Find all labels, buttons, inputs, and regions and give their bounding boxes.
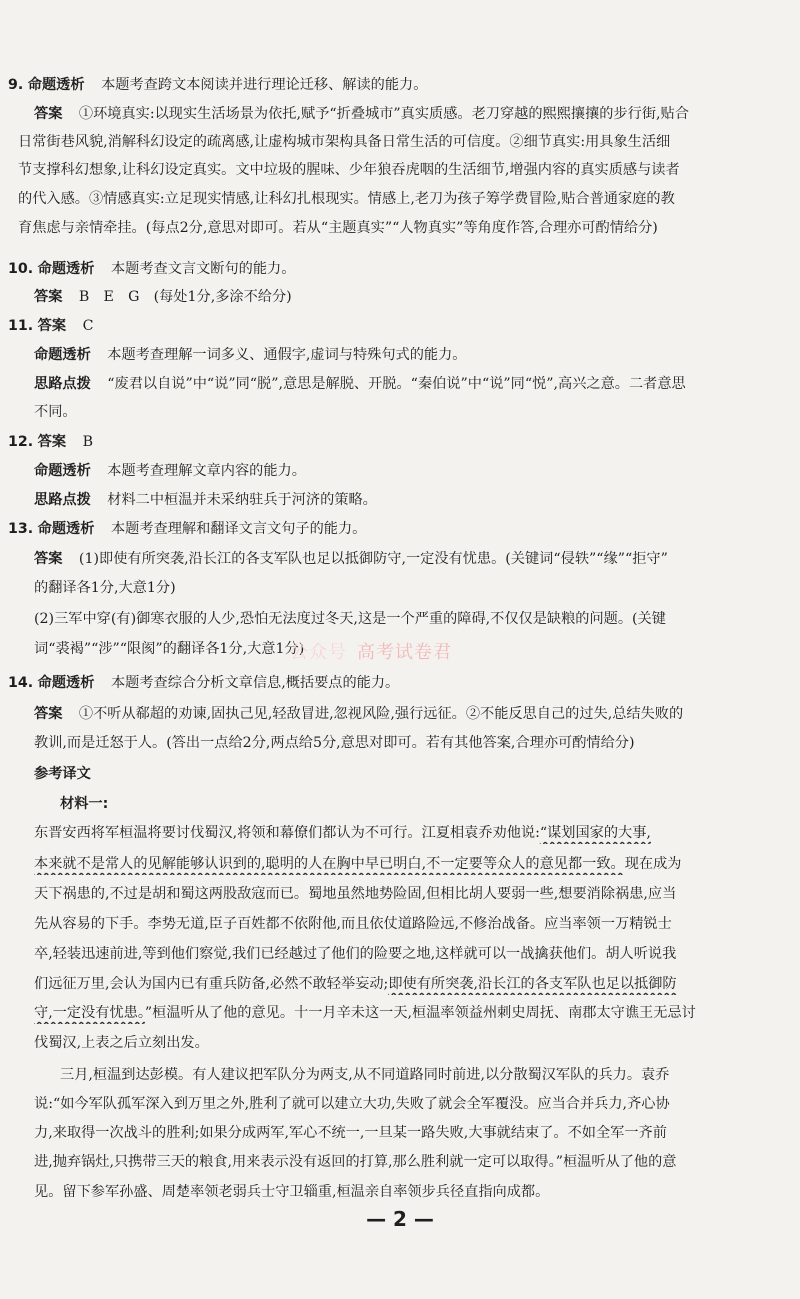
- q11-analysis: 命题透析 本题考查理解一词多义、通假字,虚词与特殊句式的能力。: [34, 347, 467, 363]
- q13-answer-line: 的翻译各1分,大意1分): [34, 580, 176, 596]
- q12-analysis: 命题透析 本题考查理解文章内容的能力。: [34, 463, 306, 479]
- translation-line: 天下祸患的,不过是胡和蜀这两股敌寇而已。蜀地虽然地势险固,但相比胡人要弱一些,想要消除祸患,应当: [34, 886, 677, 902]
- translation-line: 本来就不是常人的见解能够认识到的,聪明的人在胸中早已明白,不一定要等众人的意见都一致。现在成为: [34, 856, 682, 872]
- translation-line: 卒,轻装迅速前进,等到他们察觉,我们已经越过了他们的险要之地,这样就可以一战擒获他们。胡人听说我: [34, 946, 677, 962]
- material-one-label: 材料一:: [60, 796, 109, 812]
- answer-tag: 答案: [37, 434, 67, 450]
- q9-answer-line: 节支撑科幻想象,让科幻设定真实。文中垃圾的腥味、少年狼吞虎咽的生活细节,增强内容的真实质感与读者: [18, 162, 680, 178]
- q11-answer: 11. 答案 C: [8, 318, 94, 334]
- tip-tag: 思路点拨: [34, 376, 91, 392]
- answer-tag: 答案: [37, 318, 67, 334]
- q13-answer-line: 答案 (1)即使有所突袭,沿长江的各支军队也足以抵御防守,一定没有忧患。(关键词“侵轶”“缘”“拒守”: [34, 551, 668, 567]
- q12-tip: 思路点拨 材料二中桓温并未采纳驻兵于河济的策略。: [34, 492, 377, 508]
- translation-line: 进,抛弃锅灶,只携带三天的粮食,用来表示没有返回的打算,那么胜利就一定可以取得。”桓温听从了他的意: [34, 1154, 677, 1170]
- q14-answer-line: 答案 ①不听从郗超的劝谏,固执己见,轻敌冒进,忽视风险,强行远征。②不能反思自己的过失,总结失败的: [34, 706, 684, 722]
- q9-answer-line: 日常街巷风貌,消解科幻设定的疏离感,让虚构城市架构具备日常生活的可信度。②细节真实:用具象生活细: [18, 134, 671, 150]
- q9-header: 9. 命题透析 本题考查跨文本阅读并进行理论迁移、解读的能力。: [8, 77, 428, 93]
- translation-line: 伐蜀汉,上表之后立刻出发。: [34, 1035, 209, 1051]
- watermark: 公众号 高考试卷君: [290, 642, 452, 663]
- q13-answer-line: (2)三军中穿(有)御寒衣服的人少,恐怕无法度过冬天,这是一个严重的障碍,不仅仅是缺粮的问题。(关键: [34, 611, 666, 627]
- q14-answer-line: 教训,而是迁怒于人。(答出一点给2分,两点给5分,意思对即可。若有其他答案,合理亦可酌情给分): [34, 735, 635, 751]
- q12-answer: 12. 答案 B: [8, 434, 93, 450]
- page-number: — 2 —: [366, 1207, 434, 1231]
- analysis-tag: 命题透析: [34, 347, 91, 363]
- q14-header: 14. 命题透析 本题考查综合分析文章信息,概括要点的能力。: [8, 675, 400, 691]
- translation-heading: 参考译文: [34, 766, 91, 782]
- q9-answer-line: 育焦虑与亲情牵挂。(每点2分,意思对即可。若从“主题真实”“人物真实”等角度作答,合理亦可酌情给分): [18, 220, 658, 236]
- answer-tag: 答案: [34, 706, 63, 722]
- q13-answer-line: 词“裘褐”“涉”“限阂”的翻译各1分,大意1分): [34, 641, 305, 657]
- q13-header: 13. 命题透析 本题考查理解和翻译文言文句子的能力。: [8, 521, 367, 537]
- answer-tag: 答案: [34, 106, 63, 122]
- translation-line: 们远征万里,会认为国内已有重兵防备,必然不敢轻举妄动;即使有所突袭,沿长江的各支军队也足以抵御防: [34, 976, 677, 992]
- tip-tag: 思路点拨: [34, 492, 91, 508]
- analysis-tag: 命题透析: [37, 261, 95, 277]
- translation-line: 三月,桓温到达彭模。有人建议把军队分为两支,从不同道路同时前进,以分散蜀汉军队的兵力。袁乔: [60, 1067, 670, 1083]
- analysis-tag: 命题透析: [27, 77, 85, 93]
- translation-line: 守,一定没有忧患。”桓温听从了他的意见。十一月辛未这一天,桓温率领益州刺史周抚、南郡太守谯王无忌讨: [34, 1005, 696, 1021]
- analysis-tag: 命题透析: [34, 463, 91, 479]
- answer-tag: 答案: [34, 289, 63, 305]
- translation-line: 说:“如今军队孤军深入到万里之外,胜利了就可以建立大功,失败了就会全军覆没。应当合并兵力,齐心协: [34, 1096, 670, 1112]
- answer-tag: 答案: [34, 551, 63, 567]
- q11-tip-cont: 不同。: [34, 404, 77, 420]
- q10-answer: 答案 B E G (每处1分,多涂不给分): [34, 289, 292, 305]
- q9-answer-line: 的代入感。③情感真实:立足现实情感,让科幻扎根现实。情感上,老刀为孩子筹学费冒险,贴合普通家庭的教: [18, 191, 675, 207]
- translation-line: 先从容易的下手。李势无道,臣子百姓都不依附他,而且依仗道路险远,不修治战备。应当率领一万精锐士: [34, 916, 672, 932]
- analysis-tag: 命题透析: [37, 521, 95, 537]
- translation-line: 力,来取得一次战斗的胜利;如果分成两军,军心不统一,一旦某一路失败,大事就结束了。不如全军一齐前: [34, 1125, 667, 1141]
- q9-answer-line: 答案 ①环境真实:以现实生活场景为依托,赋予“折叠城市”真实质感。老刀穿越的熙熙攘攘的步行街,贴合: [34, 106, 689, 122]
- q11-tip: 思路点拨 “废君以自说”中“说”同“脱”,意思是解脱、开脱。“秦伯说”中“说”同“悦”,高兴之意。二者意思: [34, 376, 686, 392]
- translation-line: 见。留下参军孙盛、周楚率领老弱兵士守卫辎重,桓温亲自率领步兵径直指向成都。: [34, 1184, 550, 1200]
- translation-line: 东晋安西将军桓温将要讨伐蜀汉,将领和幕僚们都认为不可行。江夏相袁乔劝他说:“谋划国家的大事,: [34, 825, 651, 841]
- q10-header: 10. 命题透析 本题考查文言文断句的能力。: [8, 261, 296, 277]
- analysis-tag: 命题透析: [37, 675, 95, 691]
